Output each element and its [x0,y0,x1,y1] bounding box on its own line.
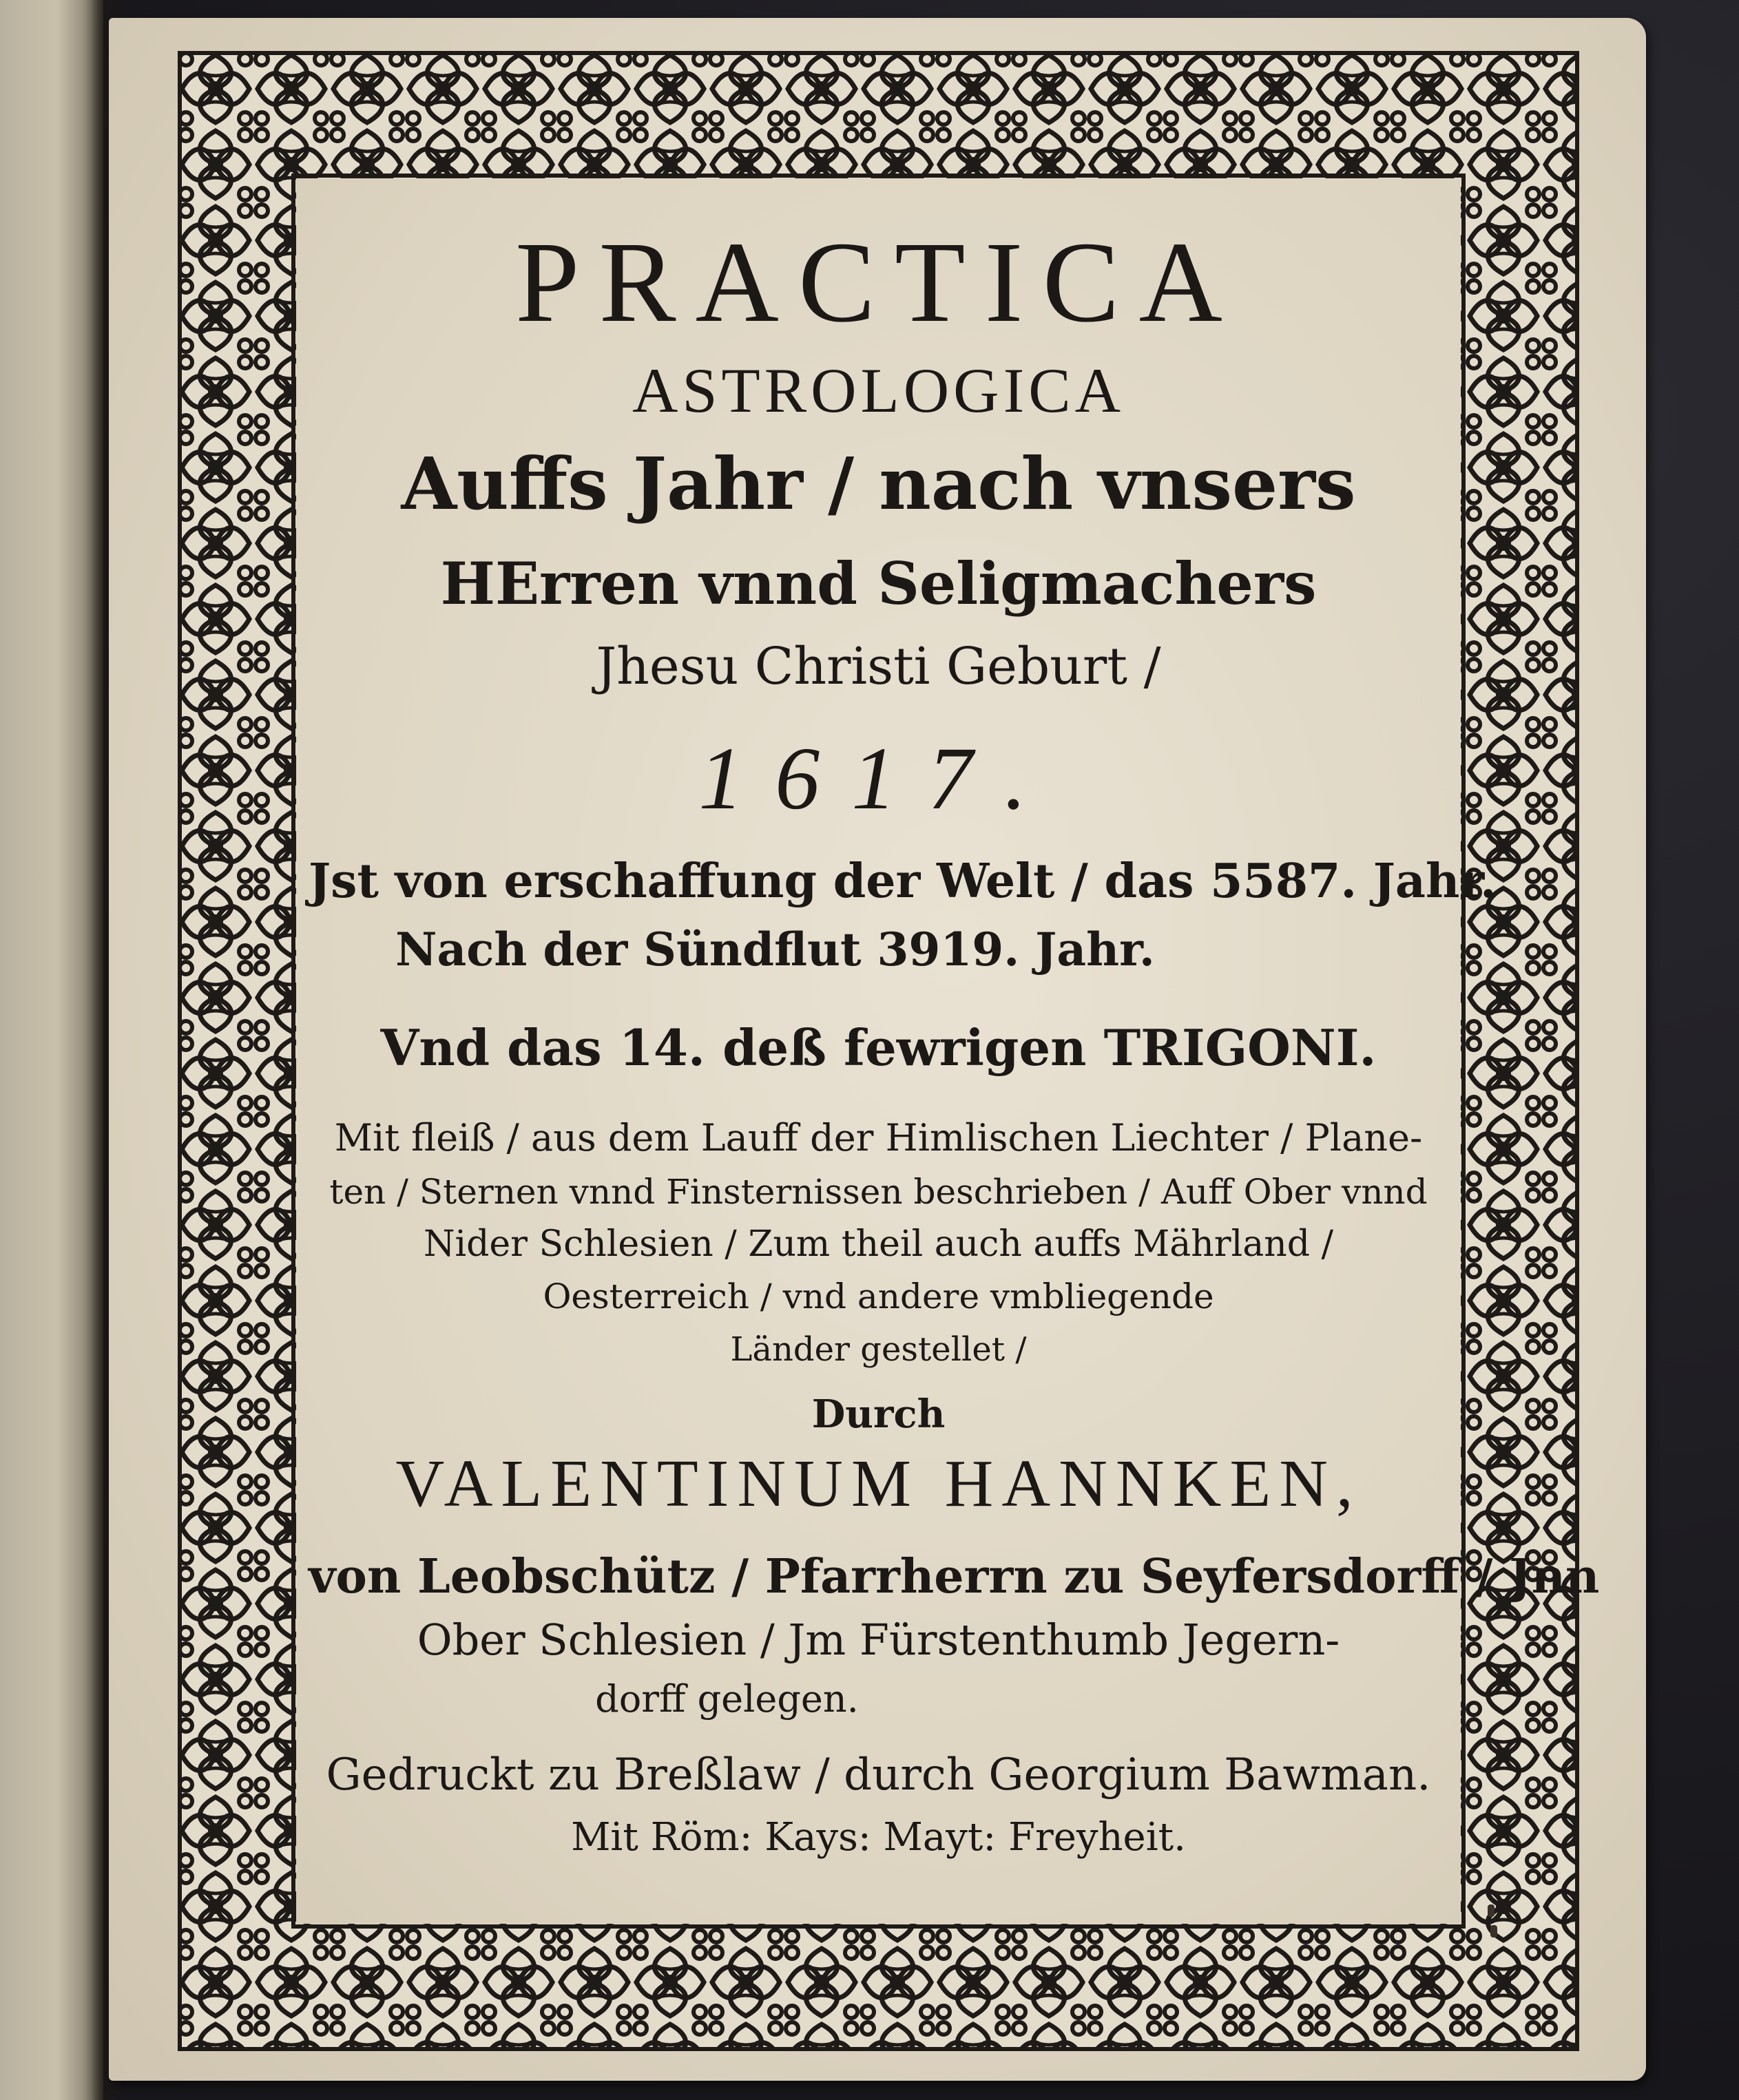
description-line: ten / Sternen vnnd Finsternissen beschrieben / Auff Ober vnnd [329,1172,1428,1212]
publication-year: 1617. [698,729,1059,828]
heading-line-auffs: Auffs Jahr / nach vnsers [401,441,1356,526]
description-line: Mit fleiß / aus dem Lauff der Himlischen Liechter / Plane- [334,1116,1423,1159]
by-label: Durch [811,1392,946,1437]
description-line: Länder gestellet / [730,1330,1027,1369]
privilege-line: Mit Röm: Kays: Mayt: Freyheit. [571,1815,1186,1860]
era-line-trigon: Vnd das 14. deß fewrigen TRIGONI. [380,1018,1377,1077]
title-page [109,18,1646,2081]
era-line-flood: Nach der Sündflut 3919. Jahr. [395,923,1155,976]
heading-line-herren: HErren vnnd Seligmachers [440,549,1317,618]
author-detail-line: von Leobschütz / Pfarrherrn zu Seyfersdorff / Jnn [309,1549,1600,1604]
author-name: VALENTINUM HANNKEN, [395,1447,1362,1521]
author-detail-line: Ober Schlesien / Jm Fürstenthumb Jegern- [417,1615,1340,1665]
page-title: PRACTICA [515,218,1242,346]
description-line: Nider Schlesien / Zum theil auch auffs Mährland / [423,1224,1334,1265]
heading-line-jhesu: Jhesu Christi Geburt / [596,637,1161,696]
ink-spot [1490,1925,1497,1938]
author-detail-line: dorff gelegen. [595,1677,859,1721]
title-text-block [309,211,1600,1860]
imprint-line: Gedruckt zu Breßlaw / durch Georgium Bawman. [326,1750,1431,1800]
era-line-creation: Jst von erschaffung der Welt / das 5587. Jahr. [309,854,1497,909]
ink-spot [1488,1904,1495,1917]
page-subtitle: ASTROLOGICA [632,355,1125,426]
description-line: Oesterreich / vnd andere vmbliegende [543,1277,1214,1316]
